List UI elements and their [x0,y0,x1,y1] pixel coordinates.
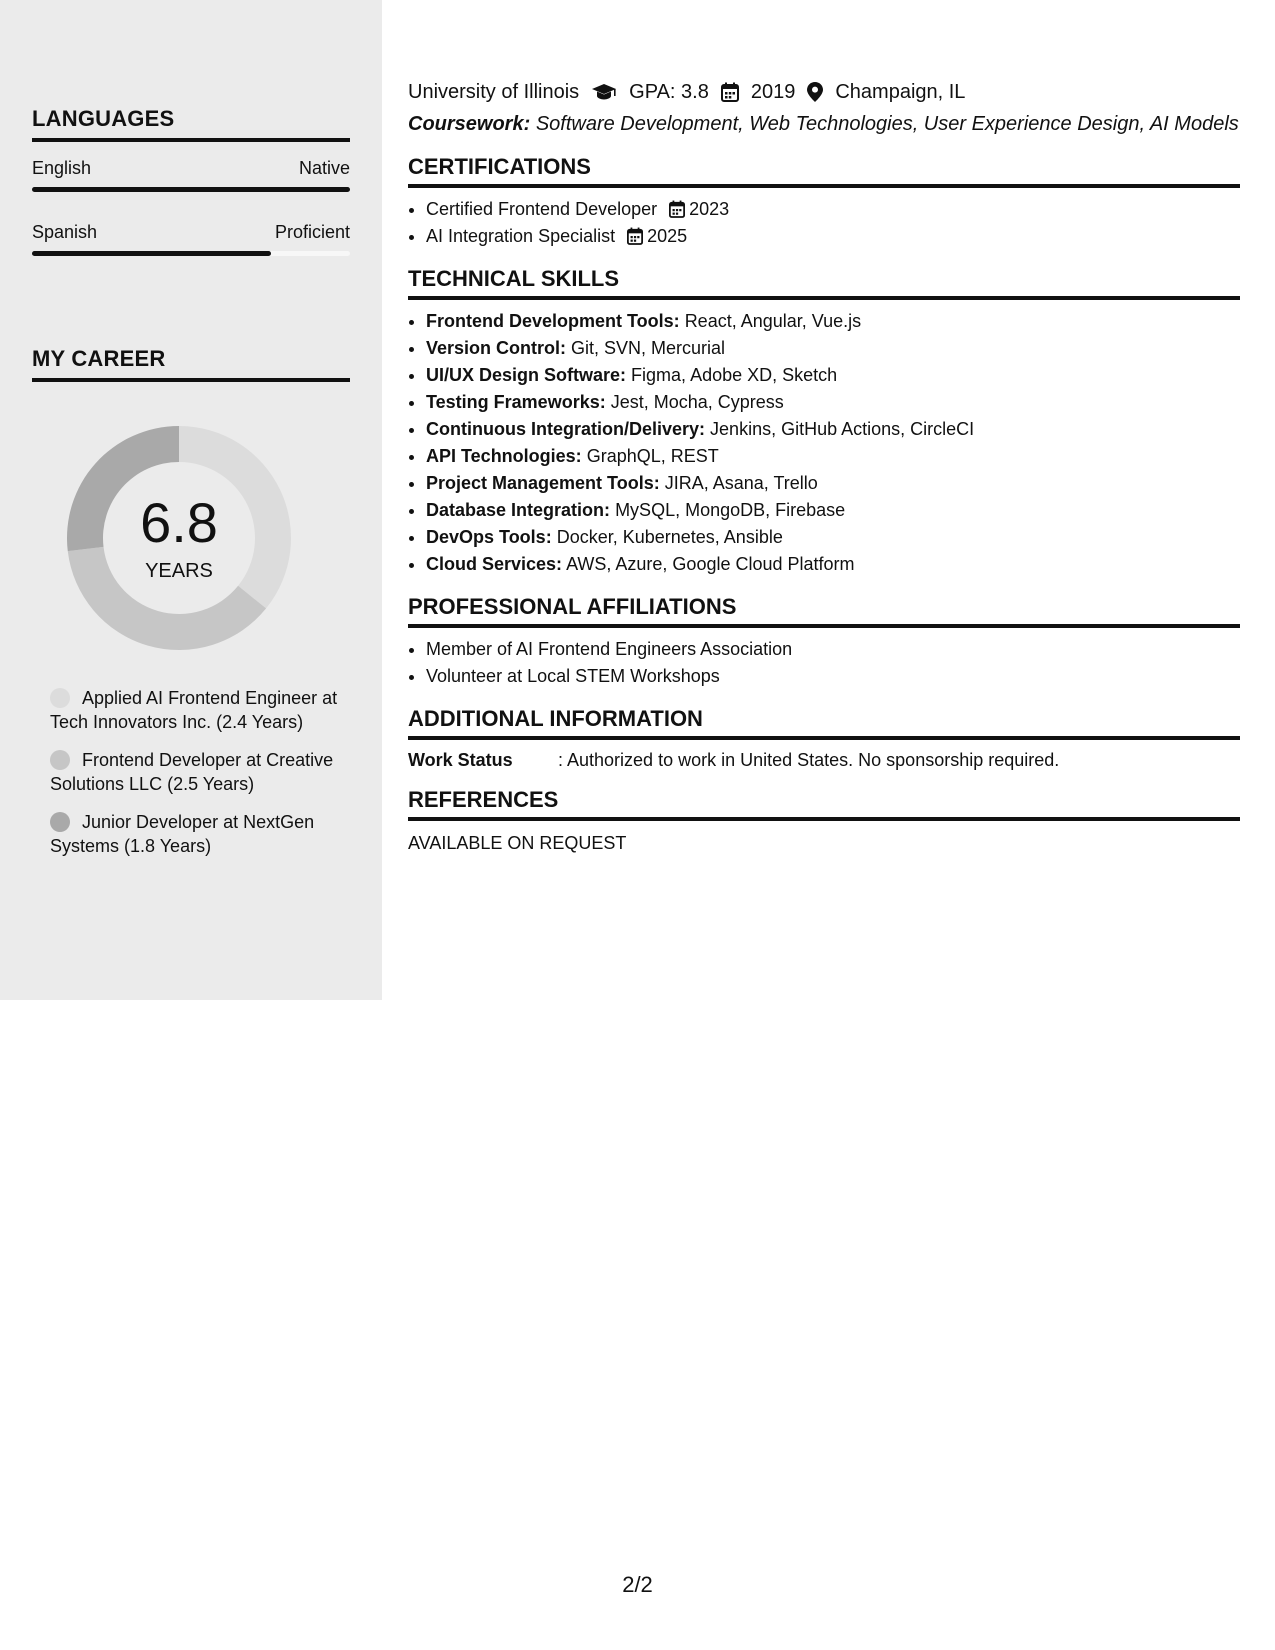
skill-item [426,551,1240,578]
skill-label: Version Control: [426,338,567,358]
language-bar [32,187,350,192]
skill-label: DevOps Tools: [426,527,552,547]
skill-label: Frontend Development Tools: [426,311,680,331]
skill-value: Git, SVN, Mercurial [571,338,726,358]
certification-year: 2025 [647,226,688,246]
career-legend-text: Frontend Developer at Creative Solutions LLC (2.5 Years) [50,750,334,794]
language-bar [32,251,350,256]
legend-dot [50,812,70,832]
school-location: Champaign, IL [835,81,966,103]
skill-item [426,470,1240,497]
skill-label: Testing Frameworks: [426,392,606,412]
skill-item [426,335,1240,362]
location-pin-icon [807,82,823,102]
sidebar [0,0,382,1000]
career-total-unit: YEARS [145,560,213,582]
career-legend [50,686,340,872]
skill-label: Cloud Services: [426,554,563,574]
career-legend-text: Applied AI Frontend Engineer at Tech Innovators Inc. (2.4 Years) [50,688,338,732]
certifications-heading: CERTIFICATIONS [408,154,1240,188]
legend-dot [50,688,70,708]
graduation-cap-icon [591,83,617,101]
skill-item [426,416,1240,443]
skill-value: GraphQL, REST [586,446,719,466]
affiliation-item: • Member of AI Frontend Engineers Association [426,636,1240,663]
calendar-icon [721,82,739,102]
certification-item [426,196,1240,223]
additional-info-section [408,706,1240,771]
language-row [32,222,350,256]
references-section [408,787,1240,854]
page-number: 2/2 [622,1572,653,1597]
skill-value: React, Angular, Vue.js [684,311,862,331]
career-donut-chart [66,425,292,651]
skill-item [426,308,1240,335]
calendar-icon [627,227,643,245]
career-legend-item [50,810,340,858]
graduation-year: 2019 [750,81,796,103]
additional-info-heading: ADDITIONAL INFORMATION [408,706,1240,740]
certification-name: AI Integration Specialist [426,226,616,246]
skill-label: Continuous Integration/Delivery: [426,419,706,439]
affiliation-item: • Volunteer at Local STEM Workshops [426,663,1240,690]
career-heading: MY CAREER [32,346,350,382]
skill-value: AWS, Azure, Google Cloud Platform [566,554,855,574]
skill-item [426,389,1240,416]
skill-label: Database Integration: [426,500,611,520]
career-legend-item [50,748,340,796]
school-name: University of Illinois [408,81,580,103]
certification-year: 2023 [689,199,730,219]
work-status-label: Work Status [408,750,513,770]
certifications-section [408,154,1240,250]
career-section [32,346,350,382]
language-name: Spanish [32,222,98,242]
coursework [408,110,1240,138]
work-status-row [408,750,1240,771]
career-legend-item [50,686,340,734]
languages-section [32,106,350,256]
certification-name: Certified Frontend Developer [426,199,658,219]
skill-label: API Technologies: [426,446,582,466]
work-status-value: : Authorized to work in United States. No sponsorship required. [558,750,1060,770]
skill-item [426,524,1240,551]
skill-value: MySQL, MongoDB, Firebase [615,500,846,520]
career-total-value: 6.8 [140,491,218,554]
skill-value: JIRA, Asana, Trello [664,473,818,493]
skill-item [426,497,1240,524]
skill-label: Project Management Tools: [426,473,660,493]
gpa: GPA: 3.8 [629,81,709,103]
affiliations-section [408,594,1240,690]
language-level: Native [298,158,350,178]
skill-value: Jenkins, GitHub Actions, CircleCI [710,419,975,439]
coursework-label: Coursework: [408,113,531,135]
affiliations-heading: PROFESSIONAL AFFILIATIONS [408,594,1240,628]
language-name: English [32,158,92,178]
language-bar-fill [32,187,350,192]
skill-value: Figma, Adobe XD, Sketch [631,365,838,385]
education-line [408,78,1240,106]
career-legend-text: Junior Developer at NextGen Systems (1.8 Years) [50,812,315,856]
skill-value: Docker, Kubernetes, Ansible [556,527,783,547]
skill-item [426,443,1240,470]
coursework-list: Software Development, Web Technologies, User Experience Design, AI Models [535,113,1239,135]
legend-dot [50,750,70,770]
calendar-icon [669,200,685,218]
skill-item [426,362,1240,389]
language-bar-fill [32,251,271,256]
certification-item [426,223,1240,250]
skill-value: Jest, Mocha, Cypress [610,392,784,412]
languages-heading: LANGUAGES [32,106,350,142]
main-content [408,78,1240,854]
skill-label: UI/UX Design Software: [426,365,627,385]
technical-skills-section [408,266,1240,578]
language-level: Proficient [274,222,350,242]
technical-skills-heading: TECHNICAL SKILLS [408,266,1240,300]
language-row [32,158,350,192]
references-text: AVAILABLE ON REQUEST [408,833,627,853]
references-heading: REFERENCES [408,787,1240,821]
